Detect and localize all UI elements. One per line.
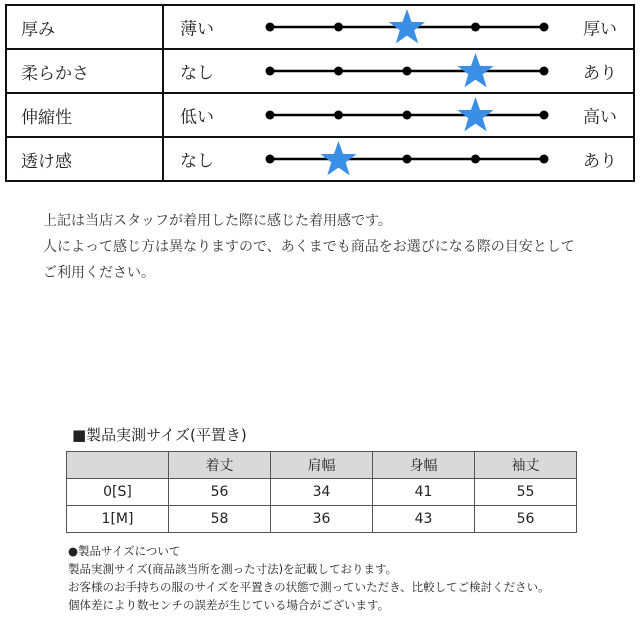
size-label-cell: 0[S] (67, 479, 169, 506)
scale-low-label: 低い (180, 107, 214, 128)
scale-dot (403, 155, 412, 164)
scale-dot (334, 67, 343, 76)
size-header-row (67, 452, 577, 479)
table-row (67, 506, 577, 533)
scale-dot (334, 111, 343, 120)
scale-high-label: あり (583, 151, 617, 172)
scale-dot (540, 23, 549, 32)
scale-low-label: なし (180, 151, 214, 172)
scale-graphic (164, 6, 640, 48)
table-row (67, 479, 577, 506)
size-value-cell: 55 (475, 479, 577, 506)
scale-graphic (164, 138, 640, 180)
scale-dot (471, 23, 480, 32)
size-value-cell: 56 (475, 506, 577, 533)
scale-dot (403, 67, 412, 76)
size-value-cell: 36 (271, 506, 373, 533)
scale-dot (266, 155, 275, 164)
size-table-title: ■製品実測サイズ(平置き) (72, 426, 247, 444)
feel-row-stretch (6, 93, 634, 137)
size-value-cell: 34 (271, 479, 373, 506)
scale-dot (403, 111, 412, 120)
feel-scale (164, 138, 633, 180)
footnote-line: ●製品サイズについて (68, 544, 181, 558)
feel-scale (164, 6, 633, 48)
scale-graphic (164, 94, 640, 136)
scale-dot (266, 23, 275, 32)
scale-dot (334, 23, 343, 32)
size-footnotes (68, 542, 550, 614)
size-header-cell: 身幅 (373, 452, 475, 479)
size-header-cell (67, 452, 169, 479)
scale-high-label: 高い (583, 107, 617, 128)
note-line: 上記は当店スタッフが着用した際に感じた着用感です。 (43, 213, 392, 229)
note-line: 人によって感じ方は異なりますので、あくまでも商品をお選びになる際の目安として (43, 239, 575, 255)
fitting-note (43, 208, 623, 286)
size-value-cell: 56 (169, 479, 271, 506)
scale-low-label: なし (180, 63, 214, 84)
footnote-line: 製品実測サイズ(商品該当所を測った寸法)を記載しております。 (68, 562, 398, 576)
size-header-cell: 肩幅 (271, 452, 373, 479)
scale-dot (471, 155, 480, 164)
size-header-cell: 着丈 (169, 452, 271, 479)
scale-graphic (164, 50, 640, 92)
feel-scale (164, 94, 633, 136)
scale-high-label: 厚い (583, 19, 617, 40)
scale-dot (540, 111, 549, 120)
scale-low-label: 薄い (180, 19, 214, 40)
fabric-feel-table (5, 4, 635, 182)
footnote-line: お客様のお手持ちの服のサイズを平置きの状態で測っていただき、比較してご検討ください。 (68, 580, 550, 594)
feel-row-sheerness (6, 137, 634, 181)
feel-label: 柔らかさ (6, 49, 163, 93)
feel-row-softness (6, 49, 634, 93)
scale-high-label: あり (583, 63, 617, 84)
feel-scale (164, 50, 633, 92)
note-line: ご利用ください。 (43, 265, 155, 281)
size-table (66, 451, 577, 533)
size-value-cell: 58 (169, 506, 271, 533)
feel-label: 厚み (6, 5, 163, 49)
size-value-cell: 41 (373, 479, 475, 506)
scale-dot (540, 155, 549, 164)
size-value-cell: 43 (373, 506, 475, 533)
feel-label: 透け感 (6, 137, 163, 181)
scale-dot (266, 111, 275, 120)
scale-dot (540, 67, 549, 76)
size-header-cell: 袖丈 (475, 452, 577, 479)
scale-dot (266, 67, 275, 76)
feel-row-thickness (6, 5, 634, 49)
size-label-cell: 1[M] (67, 506, 169, 533)
feel-label: 伸縮性 (6, 93, 163, 137)
footnote-line: 個体差により数センチの誤差が生じている場合がございます。 (68, 598, 390, 612)
